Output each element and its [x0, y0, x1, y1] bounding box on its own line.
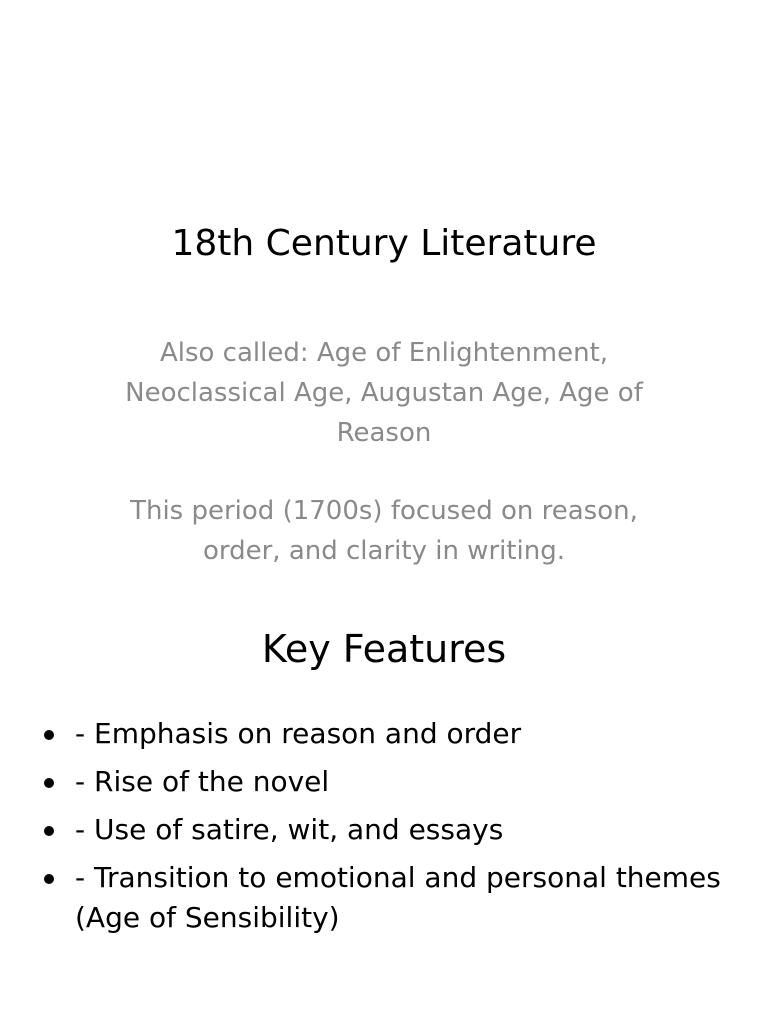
- list-item-text: - Use of satire, wit, and essays: [75, 813, 504, 846]
- bullet-icon: [44, 826, 54, 836]
- list-item-text: - Emphasis on reason and order: [75, 717, 522, 750]
- slide-2-title: Key Features: [261, 627, 507, 671]
- slide-2: [0, 576, 768, 1024]
- subtitle-paragraph-1: Also called: Age of Enlightenment, Neoclassical Age, Augustan Age, Age of Reason: [125, 338, 643, 448]
- list-item-text: - Transition to emotional and personal themes (Age of Sensibility): [75, 861, 721, 934]
- list-item: [40, 762, 740, 802]
- list-item: [40, 858, 740, 938]
- list-item: [40, 810, 740, 850]
- list-item-text: - Rise of the novel: [75, 765, 330, 798]
- list-item: [40, 714, 740, 754]
- slide-1-subtitle: [110, 333, 658, 575]
- bullet-icon: [44, 874, 54, 884]
- key-features-list: [40, 714, 740, 946]
- bullet-icon: [44, 778, 54, 788]
- bullet-icon: [44, 730, 54, 740]
- subtitle-paragraph-2: This period (1700s) focused on reason, order, and clarity in writing.: [130, 496, 638, 566]
- slide-1-title: 18th Century Literature: [171, 223, 597, 264]
